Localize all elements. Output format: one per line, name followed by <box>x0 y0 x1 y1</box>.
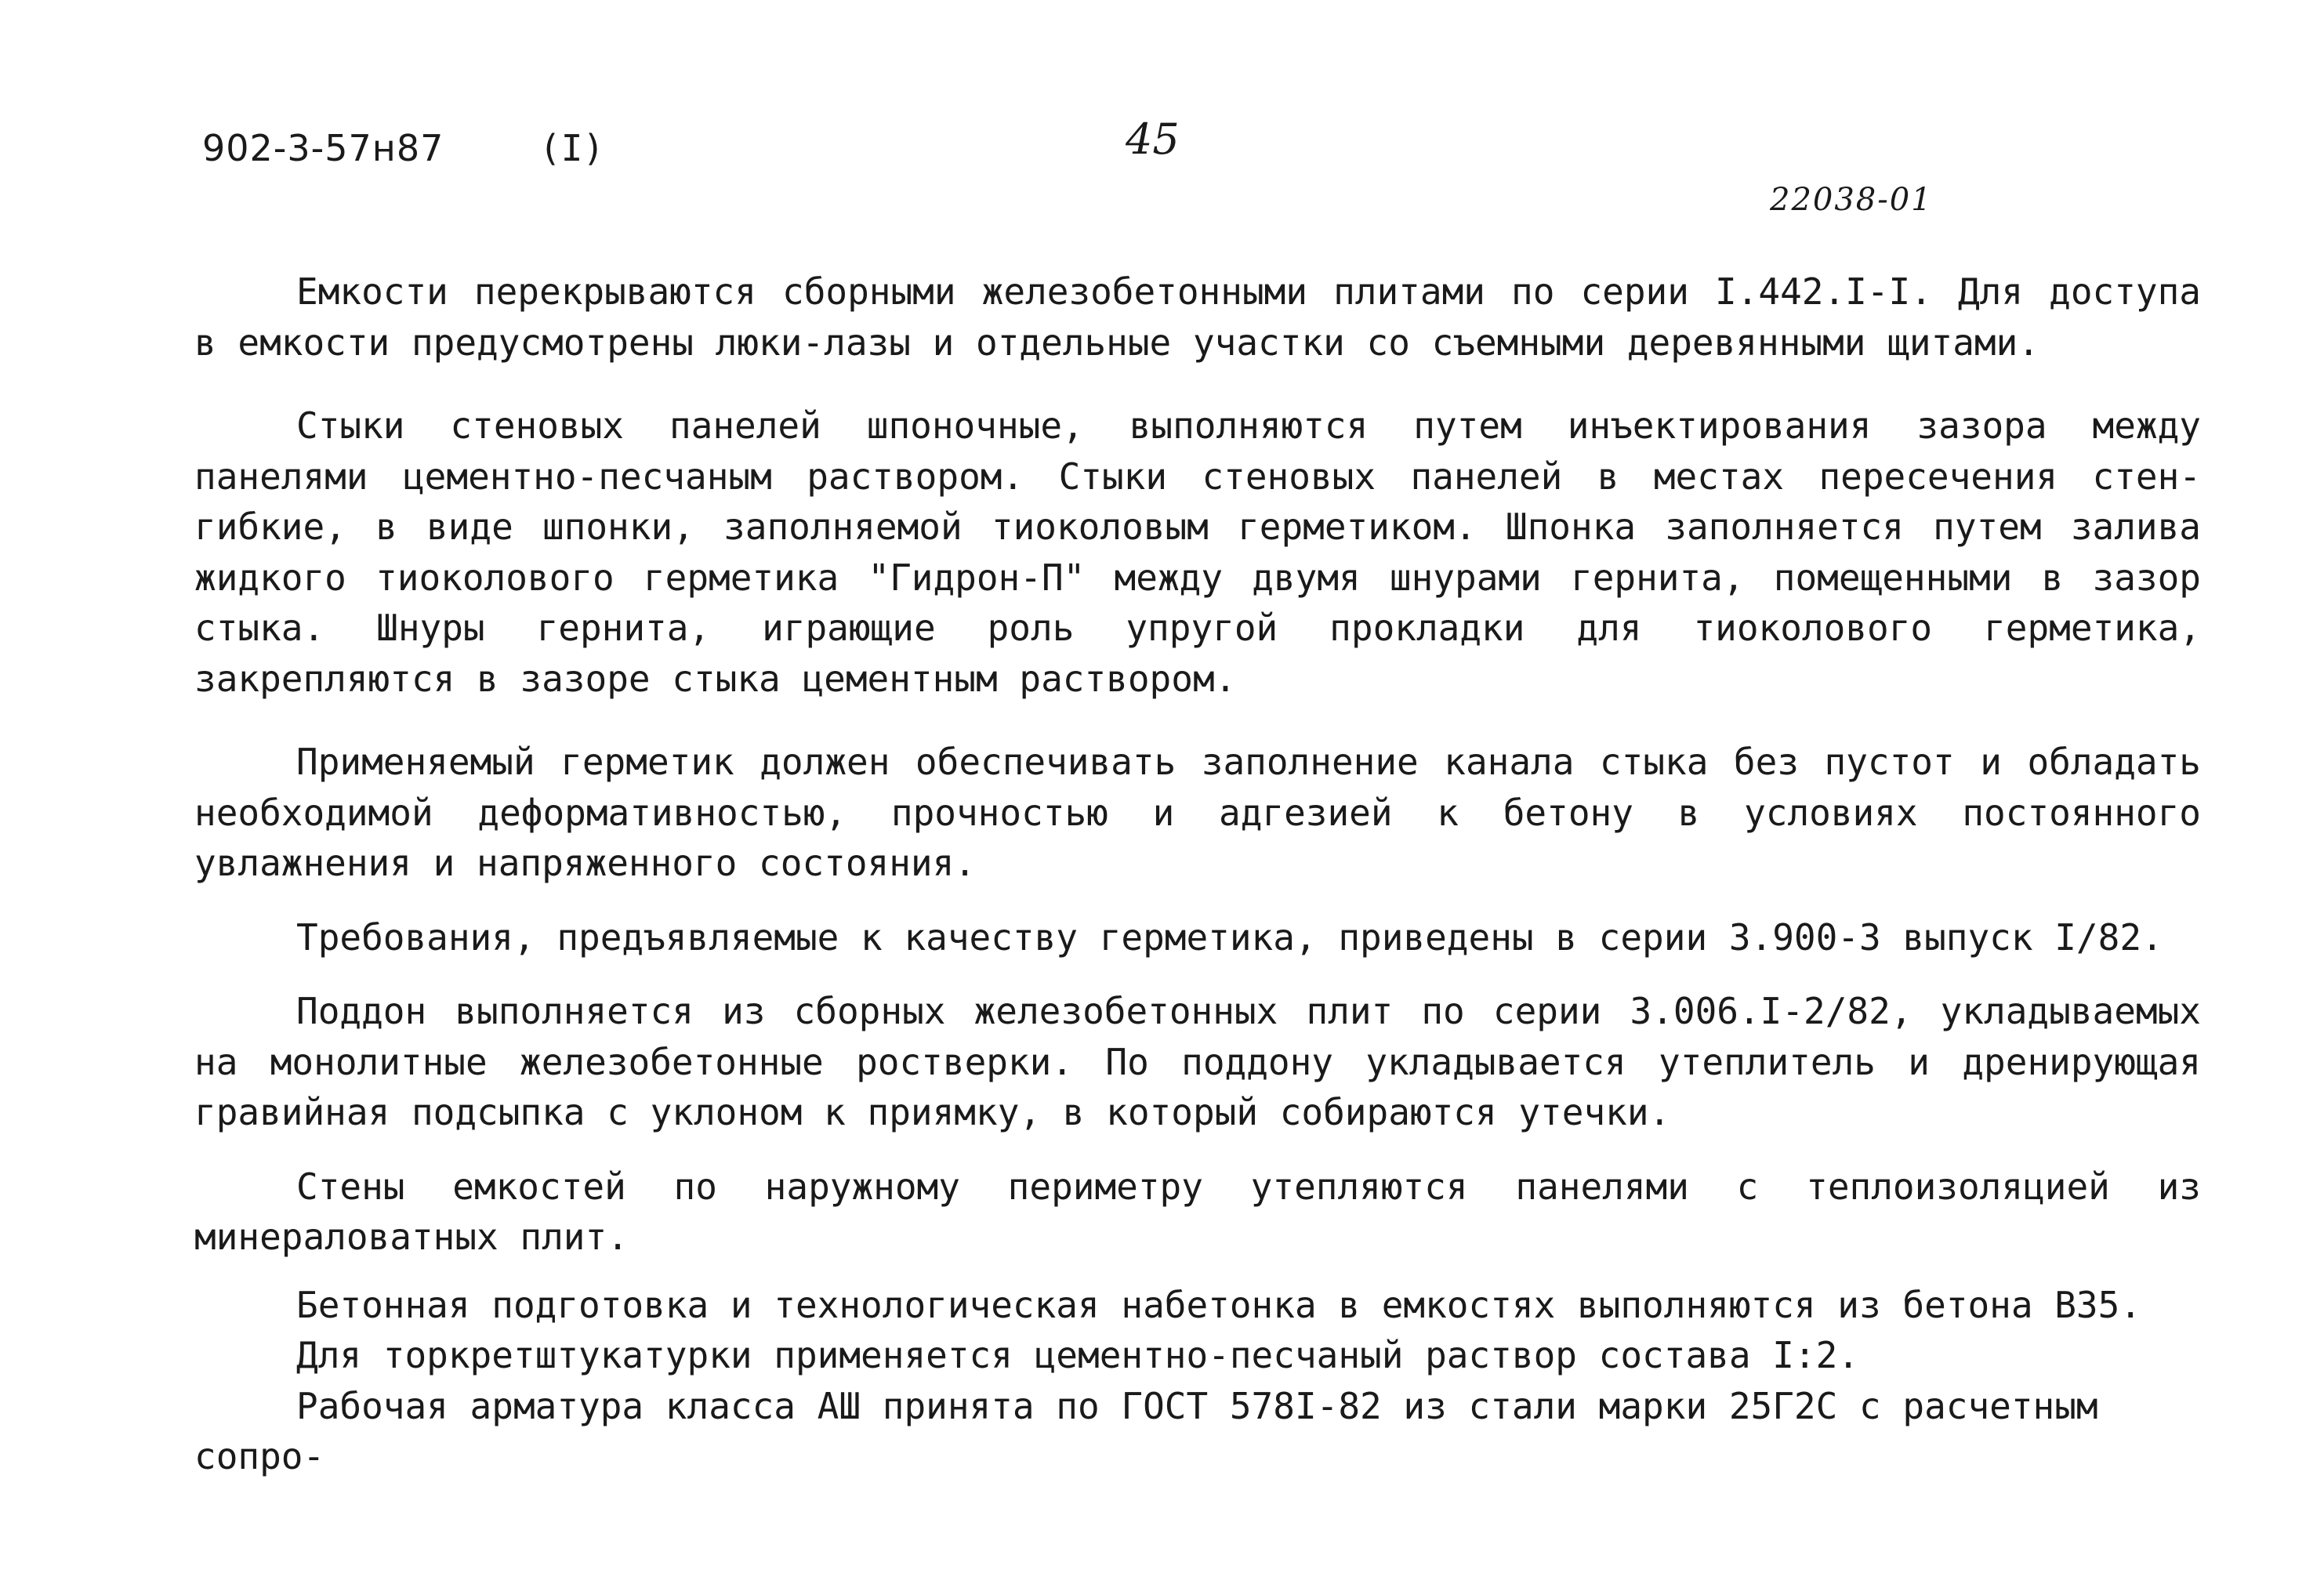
line-concrete: Бетонная подготовка и технологическая набетонка в емкостях выполняются из бетона В35. <box>296 1283 2142 1326</box>
paragraph-sealant-requirements: Требования, предъявляемые к качеству герметика, приведены в серии 3.900-3 выпуск I/82. <box>296 915 2163 959</box>
paragraph-sealant: Применяемый герметик должен обеспечивать заполнение канала стыка без пустот и обладать необходимой деформативностью, прочностью и адгезией к бетону в условиях постоянного увлажнения и напряженного состояния. <box>194 741 2201 884</box>
document-code: 902-3-57н87 <box>202 127 444 169</box>
paragraph-covering: Емкости перекрываются сборными железобетонными плитами по серии I.442.I-I. Для доступа в емкости предусмотрены люки-лазы и отдельные участки со съемными деревянными щитами. <box>194 270 2201 364</box>
paragraph-insulation: Стены емкостей по наружному периметру утепляются панелями с теплоизоляцией из минераловатных плит. <box>194 1165 2201 1258</box>
inventory-number: 22038-01 <box>1770 182 1933 218</box>
line-gunite: Для торкретштукатурки применяется цементно-песчаный раствор состава I:2. <box>296 1334 1859 1376</box>
final-lines <box>194 1280 2201 1482</box>
body-text <box>194 266 2201 1482</box>
paragraph-panel-joints: Стыки стеновых панелей шпоночные, выполняются путем инъектирования зазора между панелями цементно-песчаным раствором. Стыки стеновых панелей в местах пересечения стен- гибкие, в виде шпонки, заполняемой тиоколовым герметиком. Шпонка заполняется путем залива жидкого тиоколового герметика "Гидрон-П" между двумя шнурами гернита, помещенными в зазор стыка. Шнуры гернита, играющие роль упругой прокладки для тиоколового герметика, закрепляются в зазоре стыка цементным раствором. <box>194 404 2201 700</box>
paragraph-tray: Поддон выполняется из сборных железобетонных плит по серии 3.006.I-2/82, укладываемых на монолитные железобетонные ростверки. По поддону укладывается утеплитель и дренирующая гравийная подсыпка с уклоном к приямку, в который собираются утечки. <box>194 990 2201 1133</box>
sheet-mark: (I) <box>539 127 605 169</box>
line-reinforcement: Рабочая арматура класса АШ принята по ГОСТ 578I-82 из стали марки 25Г2С с расчетным сопро- <box>194 1384 2098 1477</box>
page-number: 45 <box>1126 114 1180 164</box>
